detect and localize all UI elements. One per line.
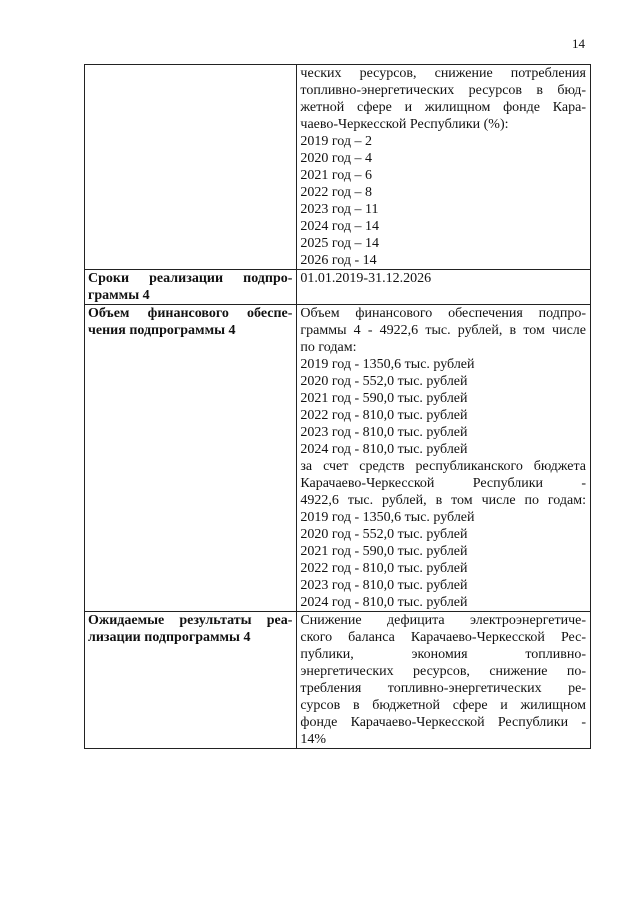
- row3-value-cell: [297, 305, 591, 612]
- row1-line-4: 2019 год – 2: [300, 134, 373, 149]
- row3-line-5: 2021 год - 590,0 тыс. рублей: [300, 391, 468, 406]
- row4-line-1: ского баланса Карачаево-Черкесской Рес-: [300, 630, 586, 645]
- table-row: [85, 305, 591, 612]
- row4-label-cell: [85, 612, 297, 749]
- row1-line-3: чаево-Черкесской Республики (%):: [300, 117, 509, 132]
- row4-line-5: сурсов в бюджетной сфере и жилищном: [300, 698, 586, 713]
- row1-line-10: 2025 год – 14: [300, 236, 380, 251]
- row3-line-0: Объем финансового обеспечения подпро-: [300, 306, 586, 321]
- row3-line-17: 2024 год - 810,0 тыс. рублей: [300, 595, 468, 610]
- row4-line-3: энергетических ресурсов, снижение по-: [300, 664, 586, 679]
- row3-label-line-0: Объем финансового обеспе-: [88, 306, 293, 321]
- row3-label-line-1: чения подпрограммы 4: [88, 323, 236, 338]
- row4-line-0: Снижение дефицита электроэнергетиче-: [300, 613, 586, 628]
- row1-line-9: 2024 год – 14: [300, 219, 380, 234]
- row4-line-7: 14%: [300, 732, 327, 747]
- row3-line-15: 2022 год - 810,0 тыс. рублей: [300, 561, 468, 576]
- row3-line-6: 2022 год - 810,0 тыс. рублей: [300, 408, 468, 423]
- row2-line-0: 01.01.2019-31.12.2026: [300, 271, 432, 286]
- row3-line-8: 2024 год - 810,0 тыс. рублей: [300, 442, 468, 457]
- row1-line-6: 2021 год – 6: [300, 168, 373, 183]
- row3-line-3: 2019 год - 1350,6 тыс. рублей: [300, 357, 475, 372]
- row1-line-5: 2020 год – 4: [300, 151, 373, 166]
- table-row: [85, 270, 591, 305]
- row3-line-1: граммы 4 - 4922,6 тыс. рублей, в том числе: [300, 323, 586, 338]
- row4-line-6: фонде Карачаево-Черкесской Республики -: [300, 715, 586, 730]
- row3-line-10: Карачаево-Черкесской Республики -: [300, 476, 586, 491]
- row4-label-line-0: Ожидаемые результаты реа-: [88, 613, 293, 628]
- row1-line-8: 2023 год – 11: [300, 202, 379, 217]
- row3-line-7: 2023 год - 810,0 тыс. рублей: [300, 425, 468, 440]
- row4-value-cell: [297, 612, 591, 749]
- row1-line-1: топливно-энергетических ресурсов в бюд-: [300, 83, 586, 98]
- row4-line-4: требления топливно-энергетических ре-: [300, 681, 586, 696]
- row2-label-cell: [85, 270, 297, 305]
- row1-label-cell: [85, 65, 297, 270]
- row1-line-7: 2022 год – 8: [300, 185, 373, 200]
- row1-line-11: 2026 год - 14: [300, 253, 377, 268]
- row3-line-14: 2021 год - 590,0 тыс. рублей: [300, 544, 468, 559]
- row4-label-line-1: лизации подпрограммы 4: [88, 630, 251, 645]
- row2-label-line-1: граммы 4: [88, 288, 150, 303]
- row2-label-line-0: Сроки реализации подпро-: [88, 271, 293, 286]
- row3-line-16: 2023 год - 810,0 тыс. рублей: [300, 578, 468, 593]
- row3-line-4: 2020 год - 552,0 тыс. рублей: [300, 374, 468, 389]
- row3-line-12: 2019 год - 1350,6 тыс. рублей: [300, 510, 475, 525]
- table-row: [85, 612, 591, 749]
- page-number: 14: [572, 36, 585, 51]
- row3-line-11: 4922,6 тыс. рублей, в том числе по годам:: [300, 493, 586, 508]
- row2-value-cell: [297, 270, 591, 305]
- row3-line-2: по годам:: [300, 340, 357, 355]
- table-row: [85, 65, 591, 270]
- row3-line-9: за счет средств республиканского бюджета: [300, 459, 586, 474]
- row1-value-cell: [297, 65, 591, 270]
- passport-table: [84, 64, 591, 749]
- row3-label-cell: [85, 305, 297, 612]
- row3-line-13: 2020 год - 552,0 тыс. рублей: [300, 527, 468, 542]
- row1-line-0: ческих ресурсов, снижение потребления: [300, 66, 586, 81]
- row1-line-2: жетной сфере и жилищном фонде Кара-: [300, 100, 586, 115]
- row4-line-2: публики, экономия топливно-: [300, 647, 586, 662]
